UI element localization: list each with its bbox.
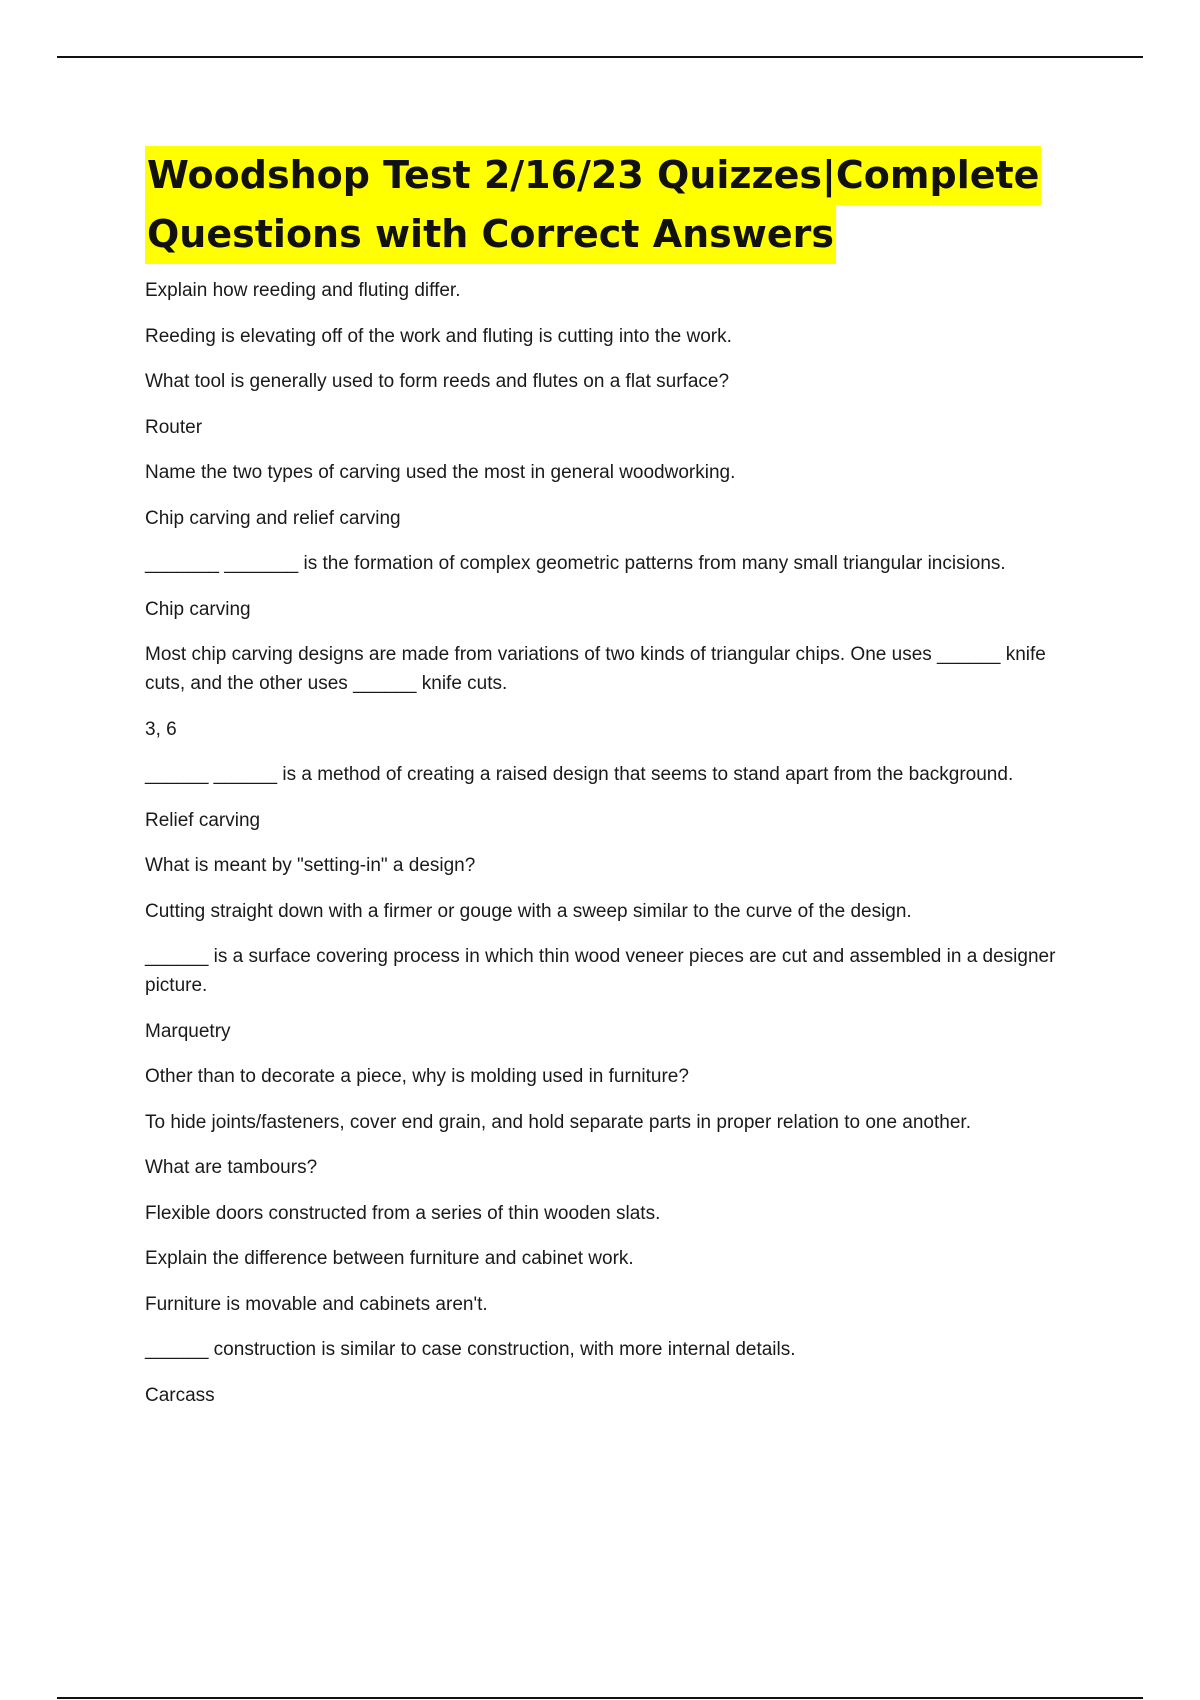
answer-line: Chip carving and relief carving [145, 507, 401, 529]
question-line: Explain how reeding and fluting differ. [145, 280, 461, 301]
question-line: Other than to decorate a piece, why is molding used in furniture? [145, 1066, 689, 1087]
answer-line: Marquetry [145, 1020, 231, 1042]
question-line: _______ _______ is the formation of complex geometric patterns from many small triangular incisions. [145, 553, 1006, 574]
answer-line: Carcass [145, 1384, 215, 1406]
qa-list [145, 276, 1075, 1410]
header-rule [57, 56, 1143, 58]
question-line: What are tambours? [145, 1157, 318, 1178]
question-line: Most chip carving designs are made from variations of two kinds of triangular chips. One uses ______ knife cuts, and the other uses ______ knife cuts. [145, 644, 1046, 694]
question-line: What tool is generally used to form reeds and flutes on a flat surface? [145, 371, 730, 392]
question-line: Explain the difference between furniture and cabinet work. [145, 1248, 634, 1269]
answer-line: 3, 6 [145, 718, 177, 740]
answer-line: Furniture is movable and cabinets aren't. [145, 1293, 488, 1315]
answer-line: Flexible doors constructed from a series of thin wooden slats. [145, 1202, 661, 1224]
title-line-2: Questions with Correct Answers [145, 205, 836, 264]
question-line: ______ is a surface covering process in which thin wood veneer pieces are cut and assembled in a designer picture. [145, 946, 1056, 996]
question-line: What is meant by "setting-in" a design? [145, 855, 476, 876]
document-body [145, 146, 1075, 1426]
answer-line: Reeding is elevating off of the work and fluting is cutting into the work. [145, 325, 732, 347]
answer-line: Router [145, 416, 203, 438]
question-line: ______ ______ is a method of creating a raised design that seems to stand apart from the background. [145, 764, 1014, 785]
question-line: ______ construction is similar to case construction, with more internal details. [145, 1339, 796, 1360]
title-line-1: Woodshop Test 2/16/23 Quizzes|Complete [145, 146, 1041, 205]
question-line: Name the two types of carving used the most in general woodworking. [145, 462, 736, 483]
answer-line: Cutting straight down with a firmer or gouge with a sweep similar to the curve of the design. [145, 900, 912, 922]
answer-line: To hide joints/fasteners, cover end grain, and hold separate parts in proper relation to one another. [145, 1111, 971, 1133]
footer-rule [57, 1697, 1143, 1699]
answer-line: Relief carving [145, 809, 261, 831]
document-title [145, 146, 1075, 264]
answer-line: Chip carving [145, 598, 251, 620]
